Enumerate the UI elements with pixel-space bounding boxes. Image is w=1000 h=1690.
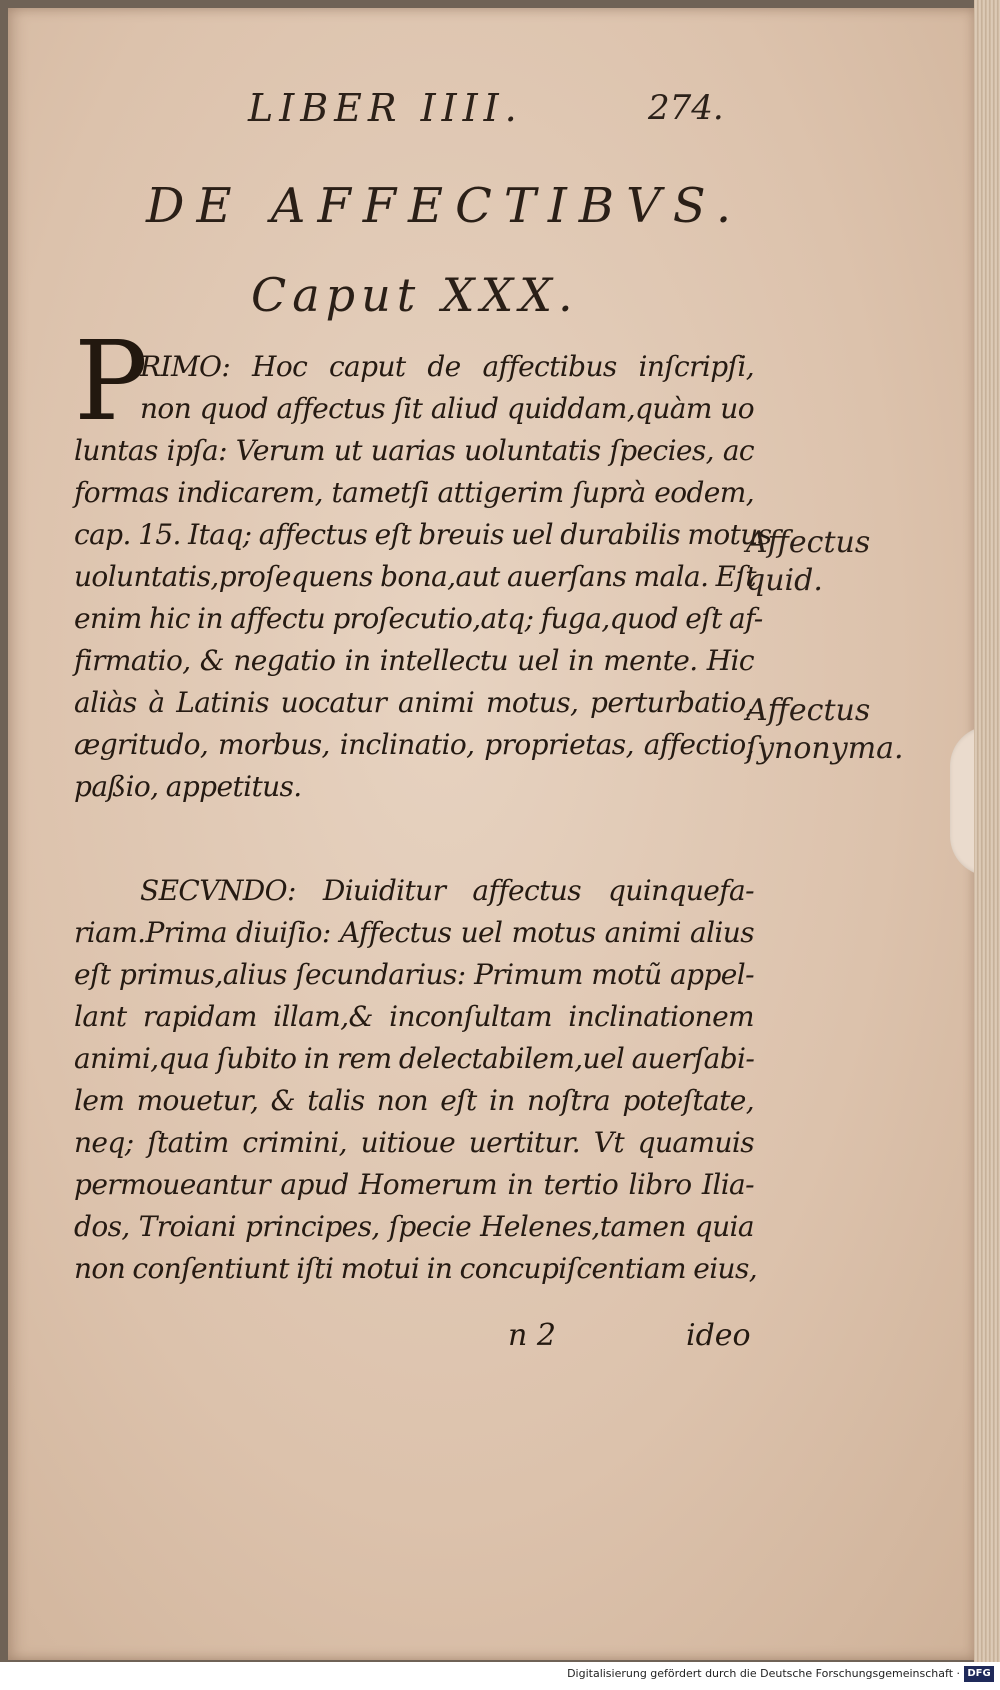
text-line: non conſentiunt iſti motui in concupiſcentiam eius, xyxy=(74,1252,758,1285)
text-line: animi,qua ſubito in rem delectabilem,uel auerſabi- xyxy=(74,1042,755,1075)
running-head: LIBER IIII. xyxy=(248,86,523,130)
text-line: non quod affectus ſit aliud quiddam,quàm uo xyxy=(140,392,754,425)
text-line: SECVNDO: Diuiditur affectus quinquefa- xyxy=(140,874,754,907)
marginal-note-line: Affectus xyxy=(746,693,871,728)
text-line: neq; ſtatim crimini, uitioue uertitur. Vt quamuis xyxy=(74,1126,754,1159)
text-line: enim hic in affectu proſecutio,atq; fuga,quod eſt af- xyxy=(74,602,763,635)
paragraph-1 xyxy=(74,346,772,808)
page-number: 274. xyxy=(648,88,724,128)
marginal-note-line: quid. xyxy=(746,563,823,598)
text-line: uoluntatis,proſequens bona,aut auerſans mala. Eſt xyxy=(74,560,756,593)
chapter-subtitle: Caput XXX. xyxy=(251,268,579,322)
text-line: paßio, appetitus. xyxy=(74,770,302,803)
book-page xyxy=(8,8,976,1660)
text-line: formas indicarem, tametſi attigerim ſuprà eodem, xyxy=(74,476,754,509)
text-line: luntas ipſa: Verum ut uarias uoluntatis ſpecies, ac xyxy=(74,434,754,467)
page-edges xyxy=(974,0,1000,1662)
drop-initial: P xyxy=(74,317,149,445)
text-line: cap. 15. Itaq; affectus eſt breuis uel durabilis motus xyxy=(74,518,772,551)
text-line: dos, Troiani principes, ſpecie Helenes,tamen quia xyxy=(74,1210,754,1243)
catchword: ideo xyxy=(686,1318,751,1353)
text-line: permoueantur apud Homerum in tertio libro Ilia- xyxy=(74,1168,754,1201)
text-line: riam.Prima diuiſio: Affectus uel motus animi alius xyxy=(74,916,754,949)
text-line: RIMO: Hoc caput de affectibus inſcripſi, xyxy=(140,350,754,383)
text-line: ægritudo, morbus, inclinatio, proprietas, affectio, xyxy=(74,728,754,761)
dfg-logo: DFG xyxy=(964,1666,994,1682)
marginal-note-1 xyxy=(746,524,870,600)
footer-bar xyxy=(0,1662,1000,1690)
marginal-note-line: Affectus xyxy=(746,525,871,560)
marginal-note-line: ſynonyma. xyxy=(746,731,904,766)
text-line: lem mouetur, & talis non eſt in noſtra poteſtate, xyxy=(74,1084,754,1117)
paragraph-2 xyxy=(74,870,758,1290)
text-line: eſt primus,alius ſecundarius: Primum motũ appel- xyxy=(74,958,754,991)
text-line: aliàs à Latinis uocatur animi motus, perturbatio, xyxy=(74,686,754,719)
text-line: lant rapidam illam,& inconſultam inclinationem xyxy=(74,1000,754,1033)
marginal-note-2 xyxy=(746,692,904,768)
signature-mark: n 2 xyxy=(508,1318,556,1353)
text-line: firmatio, & negatio in intellectu uel in mente. Hic xyxy=(74,644,754,677)
funding-credit: Digitalisierung gefördert durch die Deutsche Forschungsgemeinschaft · xyxy=(567,1667,960,1680)
chapter-title: DE AFFECTIBVS. xyxy=(146,178,744,234)
